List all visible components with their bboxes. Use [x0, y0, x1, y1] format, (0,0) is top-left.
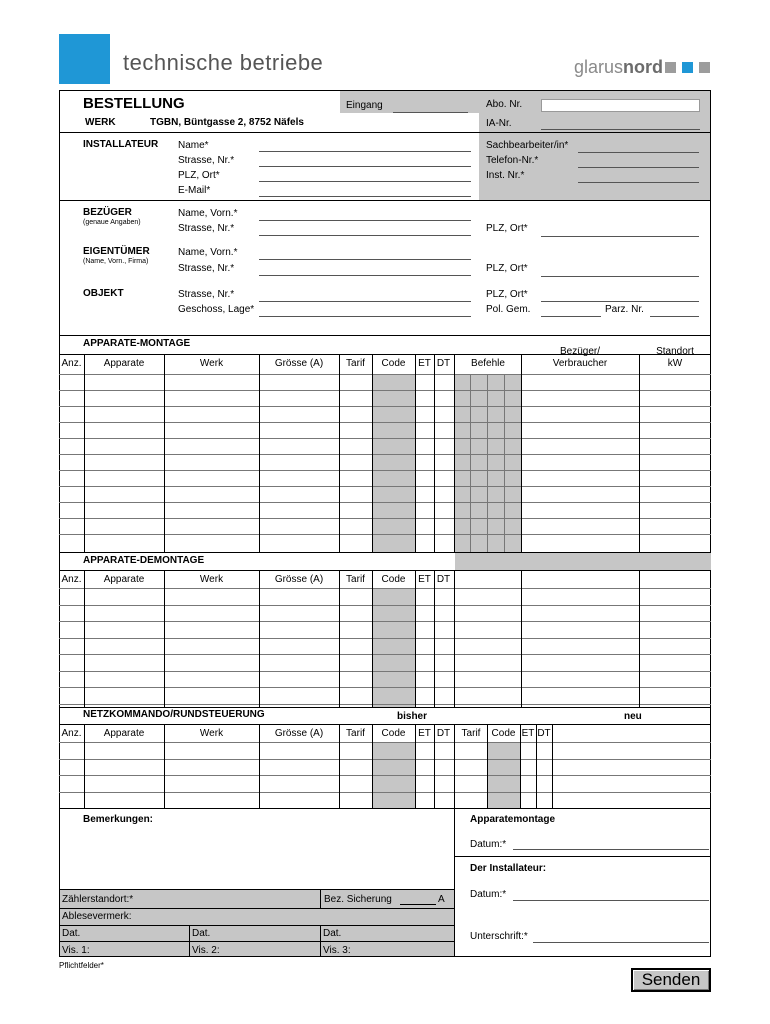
- table-header-line: [59, 724, 711, 725]
- table-column-line: [520, 724, 521, 808]
- table-column-line: [536, 724, 537, 808]
- brand-part2: nord: [623, 57, 664, 77]
- unterschrift-field[interactable]: [533, 942, 709, 943]
- table-column-line: [434, 724, 435, 808]
- der-installateur-label: Der Installateur:: [470, 863, 547, 874]
- dat3-label: Dat.: [323, 928, 342, 939]
- table-column-line: [487, 374, 488, 552]
- pflichtfelder-note: Pflichtfelder*: [59, 961, 104, 970]
- sachbearbeiter-label: Sachbearbeiter/in*: [486, 140, 569, 151]
- table-column-line: [164, 570, 165, 707]
- netz-right-col-tarif: Tarif: [461, 728, 481, 739]
- bez-sicherung-field[interactable]: [400, 904, 436, 905]
- ia-nr-field[interactable]: [541, 129, 700, 130]
- demontage-title: APPARATE-DEMONTAGE: [83, 555, 205, 566]
- netz-col-apparate: Apparate: [103, 728, 145, 739]
- divider: [454, 808, 455, 957]
- eigentuemer-sub: (Name, Vorn., Firma): [83, 258, 149, 265]
- table-row-line: [59, 605, 711, 606]
- netz-col-code: Code: [381, 728, 406, 739]
- table-column-line: [504, 374, 505, 552]
- montage-col-kw: kW: [667, 358, 683, 369]
- table-column-line: [639, 354, 640, 552]
- table-column-line: [415, 570, 416, 707]
- divider: [59, 552, 711, 553]
- netz-col-groesse: Grösse (A): [274, 728, 324, 739]
- sachbearbeiter-field[interactable]: [578, 152, 699, 153]
- table-row-line: [59, 422, 711, 423]
- table-column-line: [84, 354, 85, 552]
- montage-col-anz: Anz.: [61, 358, 82, 369]
- code-column-gray: [372, 588, 415, 707]
- demontage-col-tarif: Tarif: [346, 574, 365, 585]
- table-column-line: [454, 570, 455, 707]
- table-row-line: [59, 454, 711, 455]
- demontage-col-werk: Werk: [199, 574, 224, 585]
- table-row-line: [59, 759, 711, 760]
- vis1-label: Vis. 1:: [62, 945, 90, 956]
- eig-plz-field[interactable]: [541, 276, 699, 277]
- datum-label: Datum:*: [470, 839, 507, 850]
- divider: [59, 808, 711, 809]
- table-column-line: [434, 570, 435, 707]
- bez-strasse-label: Strasse, Nr.*: [178, 223, 235, 234]
- montage-col-groesse: Grösse (A): [274, 358, 324, 369]
- table-row-line: [59, 792, 711, 793]
- eig-name-field[interactable]: [259, 259, 471, 260]
- divider: [454, 856, 711, 857]
- eig-name-label: Name, Vorn.*: [178, 247, 238, 258]
- bez-name-label: Name, Vorn.*: [178, 208, 238, 219]
- netz-col-werk: Werk: [199, 728, 224, 739]
- table-row-line: [59, 654, 711, 655]
- table-row-line: [59, 704, 711, 705]
- divider: [189, 925, 190, 957]
- obj-strasse-label: Strasse, Nr.*: [178, 289, 235, 300]
- netz-bisher: bisher: [397, 711, 428, 722]
- divider: [59, 335, 711, 336]
- bez-name-field[interactable]: [259, 220, 471, 221]
- table-column-line: [521, 354, 522, 552]
- inst-name-label: Name*: [178, 140, 209, 151]
- form-title: BESTELLUNG: [83, 95, 185, 112]
- werk-value: TGBN, Büntgasse 2, 8752 Näfels: [150, 117, 304, 128]
- table-column-line: [339, 724, 340, 808]
- abo-nr-input[interactable]: [541, 99, 700, 112]
- montage-col-befehle: Befehle: [471, 358, 505, 369]
- table-column-line: [259, 570, 260, 707]
- table-row-line: [59, 502, 711, 503]
- table-row-line: [59, 406, 711, 407]
- table-header-line: [59, 354, 711, 355]
- table-row-line: [59, 588, 711, 589]
- montage-befehle-gray: [455, 374, 521, 552]
- inst-email-field[interactable]: [259, 196, 471, 197]
- telefon-label: Telefon-Nr.*: [486, 155, 539, 166]
- inst-plz-label: PLZ, Ort*: [178, 170, 220, 181]
- installateur-label: INSTALLATEUR: [83, 139, 159, 150]
- netz-neu: neu: [624, 711, 642, 722]
- table-column-line: [259, 724, 260, 808]
- table-column-line: [487, 724, 488, 808]
- demontage-col-dt: DT: [436, 574, 451, 585]
- vis2-label: Vis. 2:: [192, 945, 220, 956]
- table-column-line: [259, 354, 260, 552]
- table-row-line: [59, 438, 711, 439]
- eig-plz-label: PLZ, Ort*: [486, 263, 528, 274]
- code-column-gray: [372, 374, 415, 552]
- netz-col-dt: DT: [436, 728, 451, 739]
- obj-parz-label: Parz. Nr.: [605, 304, 644, 315]
- demontage-col-et: ET: [418, 574, 431, 585]
- senden-button[interactable]: Senden: [631, 968, 711, 992]
- obj-plz-label: PLZ, Ort*: [486, 289, 528, 300]
- datum2-label: Datum:*: [470, 889, 507, 900]
- divider: [59, 941, 454, 942]
- bezueger-label: BEZÜGER: [83, 207, 132, 218]
- table-row-line: [59, 742, 711, 743]
- montage-col-et: ET: [418, 358, 431, 369]
- table-column-line: [339, 570, 340, 707]
- montage-title: APPARATE-MONTAGE: [83, 338, 191, 349]
- table-row-line: [59, 390, 711, 391]
- bez-plz-field[interactable]: [541, 236, 699, 237]
- netz-right-col-et: ET: [521, 728, 535, 739]
- logo-blue-square: [59, 34, 110, 84]
- demontage-col-groesse: Grösse (A): [274, 574, 324, 585]
- vis3-label: Vis. 3:: [323, 945, 351, 956]
- inst-name-field[interactable]: [259, 151, 471, 152]
- telefon-field[interactable]: [578, 167, 699, 168]
- ablesevermerk-label: Ablesevermerk:: [62, 911, 132, 922]
- demontage-col-anz: Anz.: [61, 574, 82, 585]
- netz-col-anz: Anz.: [61, 728, 82, 739]
- table-row-line: [59, 638, 711, 639]
- table-row-line: [59, 775, 711, 776]
- brand-square-2: [682, 62, 693, 73]
- table-column-line: [454, 354, 455, 552]
- bemerkungen-textarea[interactable]: [60, 828, 453, 888]
- eingang-field[interactable]: [393, 112, 468, 113]
- table-row-line: [59, 486, 711, 487]
- netz-right-col-code: Code: [491, 728, 516, 739]
- table-row-line: [59, 687, 711, 688]
- divider: [59, 908, 454, 909]
- table-column-line: [454, 724, 455, 808]
- table-header-line: [59, 570, 711, 571]
- divider: [320, 889, 321, 908]
- table-column-line: [164, 354, 165, 552]
- inst-strasse-field[interactable]: [259, 166, 471, 167]
- table-row-line: [59, 621, 711, 622]
- unterschrift-label: Unterschrift:*: [470, 931, 528, 942]
- inst-nr-label: Inst. Nr.*: [486, 170, 525, 181]
- table-column-line: [521, 570, 522, 707]
- abo-nr-label: Abo. Nr.: [486, 99, 523, 110]
- obj-plz-field[interactable]: [541, 301, 699, 302]
- table-column-line: [164, 724, 165, 808]
- table-column-line: [372, 354, 373, 552]
- demontage-col-code: Code: [381, 574, 406, 585]
- table-column-line: [84, 570, 85, 707]
- werk-label: WERK: [85, 117, 116, 128]
- apparatemontage-label: Apparatemontage: [470, 814, 556, 825]
- obj-strasse-field[interactable]: [259, 301, 471, 302]
- table-column-line: [339, 354, 340, 552]
- bez-strasse-field[interactable]: [259, 235, 471, 236]
- brand-square-1: [665, 62, 676, 73]
- eig-strasse-field[interactable]: [259, 275, 471, 276]
- bez-sicherung-label: Bez. Sicherung: [324, 894, 392, 905]
- montage-col-verbraucher: Verbraucher: [552, 358, 608, 369]
- table-column-line: [415, 724, 416, 808]
- objekt-label: OBJEKT: [83, 288, 124, 299]
- bemerkungen-label: Bemerkungen:: [83, 814, 154, 825]
- netz-col-tarif: Tarif: [346, 728, 365, 739]
- table-row-line: [59, 534, 711, 535]
- table-row-line: [59, 518, 711, 519]
- table-row-line: [59, 374, 711, 375]
- ampere-label: A: [438, 894, 445, 905]
- eingang-label: Eingang: [346, 100, 383, 111]
- dat2-label: Dat.: [192, 928, 211, 939]
- netz-right-col-dt: DT: [537, 728, 551, 739]
- obj-geschoss-field[interactable]: [259, 316, 471, 317]
- eigentuemer-label: EIGENTÜMER: [83, 246, 150, 257]
- table-column-line: [415, 354, 416, 552]
- brand-logo: [574, 57, 663, 77]
- dat1-label: Dat.: [62, 928, 81, 939]
- montage-col-code: Code: [381, 358, 406, 369]
- ia-nr-label: IA-Nr.: [486, 118, 512, 129]
- brand-square-3: [699, 62, 710, 73]
- inst-strasse-label: Strasse, Nr.*: [178, 155, 235, 166]
- divider: [59, 707, 711, 708]
- montage-col-dt: DT: [436, 358, 451, 369]
- divider: [59, 925, 454, 926]
- table-column-line: [372, 724, 373, 808]
- demontage-header-gray: [455, 552, 711, 570]
- montage-col-tarif: Tarif: [346, 358, 365, 369]
- obj-geschoss-label: Geschoss, Lage*: [178, 304, 255, 315]
- table-row-line: [59, 671, 711, 672]
- obj-parz-field[interactable]: [650, 316, 699, 317]
- divider: [59, 200, 711, 201]
- montage-col-standort: Standort: [656, 346, 694, 357]
- inst-email-label: E-Mail*: [178, 185, 211, 196]
- table-column-line: [372, 570, 373, 707]
- company-name: technische betriebe: [123, 50, 324, 75]
- table-column-line: [639, 570, 640, 707]
- montage-col-apparate: Apparate: [103, 358, 145, 369]
- obj-polgem-field[interactable]: [541, 316, 601, 317]
- bezueger-sub: (genaue Angaben): [83, 219, 141, 226]
- zaehlerstandort-label: Zählerstandort:*: [62, 894, 134, 905]
- datum2-field[interactable]: [513, 900, 709, 901]
- divider: [59, 889, 454, 890]
- divider: [320, 925, 321, 957]
- montage-col-bezueger: Bezüger/: [559, 346, 601, 357]
- table-column-line: [434, 354, 435, 552]
- table-column-line: [552, 724, 553, 808]
- demontage-col-apparate: Apparate: [103, 574, 145, 585]
- table-row-line: [59, 470, 711, 471]
- netz-title: NETZKOMMANDO/RUNDSTEUERUNG: [83, 709, 265, 720]
- brand-part1: glarus: [574, 57, 624, 77]
- bez-plz-label: PLZ, Ort*: [486, 223, 528, 234]
- table-column-line: [470, 374, 471, 552]
- montage-col-werk: Werk: [199, 358, 224, 369]
- divider: [59, 132, 711, 133]
- eig-strasse-label: Strasse, Nr.*: [178, 263, 235, 274]
- table-column-line: [84, 724, 85, 808]
- netz-col-et: ET: [418, 728, 431, 739]
- obj-polgem-label: Pol. Gem.: [486, 304, 531, 315]
- datum-field[interactable]: [513, 849, 709, 850]
- inst-plz-field[interactable]: [259, 181, 471, 182]
- inst-nr-field[interactable]: [578, 182, 699, 183]
